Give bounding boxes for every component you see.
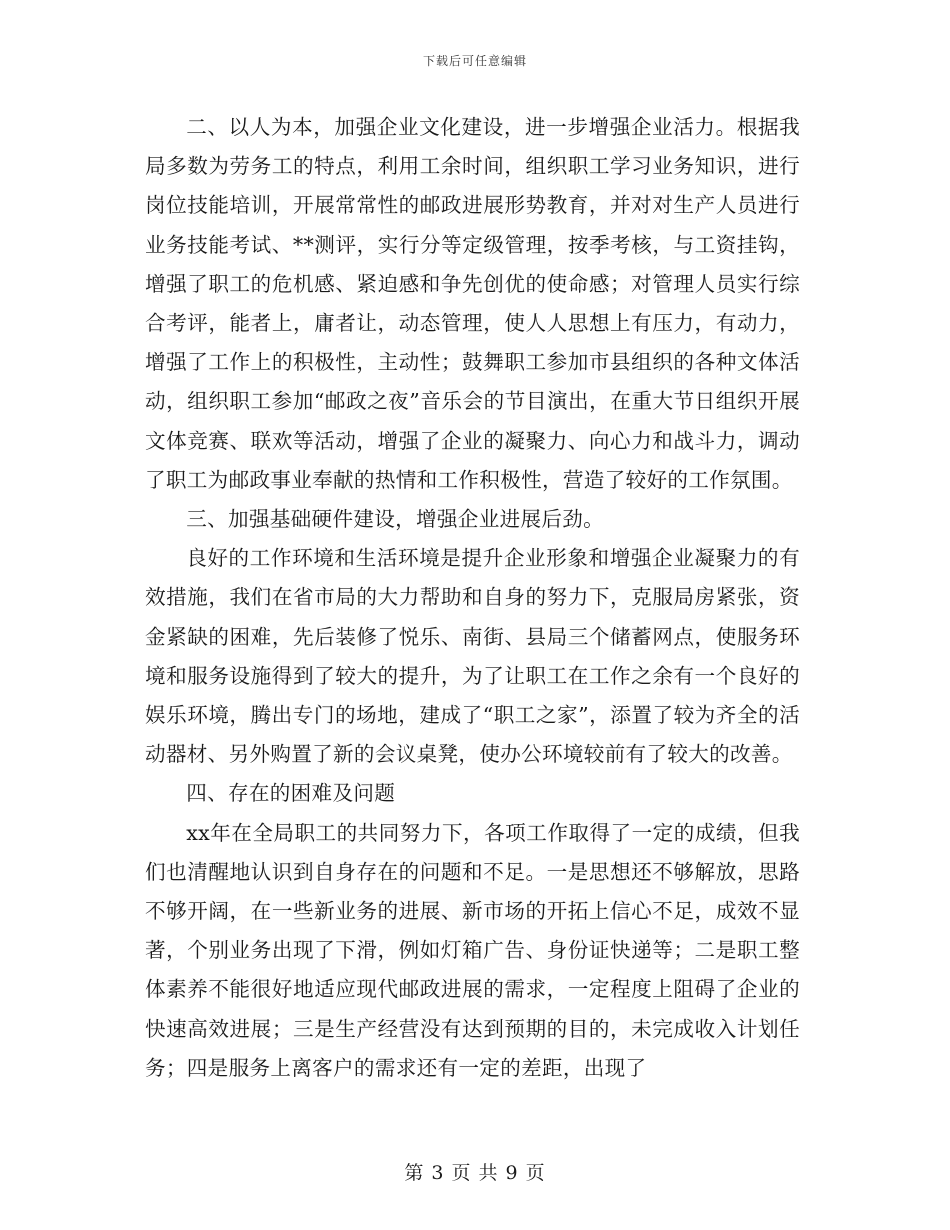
heading-problems: 四、存在的困难及问题 — [186, 781, 396, 806]
page-header: 下载后可任意编辑 — [422, 54, 527, 68]
heading-infrastructure: 三、加强基础硬件建设，增强企业进展后劲。 — [186, 507, 605, 532]
paragraph-problems: xx年在全局职工的共同努力下，各项工作取得了一定的成绩，但我们也清醒地认识到自身存在的问题和不足。一是思想还不够解放，思路不够开阔，在一些新业务的进展、新市场的开拓上信心不足，成效不显著，个别业务出现了下滑，例如灯箱广告、身份证快递等；二是职工整体素养不能很好地适应现代邮政进展的需求，一定程度上阻碍了企业的快速高效进展；三是生产经营没有达到预期的目的，未完成收入计划任务；四是服务上离客户的需求还有一定的差距，出现了 — [145, 820, 800, 1080]
page-number-footer: 第 3 页 共 9 页 — [404, 1162, 546, 1184]
paragraph-culture: 二、以人为本，加强企业文化建设，进一步增强企业活力。根据我局多数为劳务工的特点，利用工余时间，组织职工学习业务知识，进行岗位技能培训，开展常常性的邮政进展形势教育，并对对生产人员进行业务技能考试、**测评，实行分等定级管理，按季考核，与工资挂钩，增强了职工的危机感、紧迫感和争先创优的使命感；对管理人员实行综合考评，能者上，庸者让，动态管理，使人人思想上有压力，有动力，增强了工作上的积极性，主动性；鼓舞职工参加市县组织的各种文体活动，组织职工参加“邮政之夜”音乐会的节目演出，在重大节日组织开展文体竞赛、联欢等活动，增强了企业的凝聚力、向心力和战斗力，调动了职工为邮政事业奉献的热情和工作积极性，营造了较好的工作氛围。 — [145, 115, 800, 492]
paragraph-infrastructure: 良好的工作环境和生活环境是提升企业形象和增强企业凝聚力的有效措施，我们在省市局的大力帮助和自身的努力下，克服局房紧张，资金紧缺的困难，先后装修了悦乐、南街、县局三个储蓄网点，使服务环境和服务设施得到了较大的提升，为了让职工在工作之余有一个良好的娱乐环境，腾出专门的场地，建成了“职工之家”，添置了较为齐全的活动器材、另外购置了新的会议桌凳，使办公环境较前有了较大的改善。 — [145, 546, 800, 767]
document-body — [145, 108, 800, 1088]
